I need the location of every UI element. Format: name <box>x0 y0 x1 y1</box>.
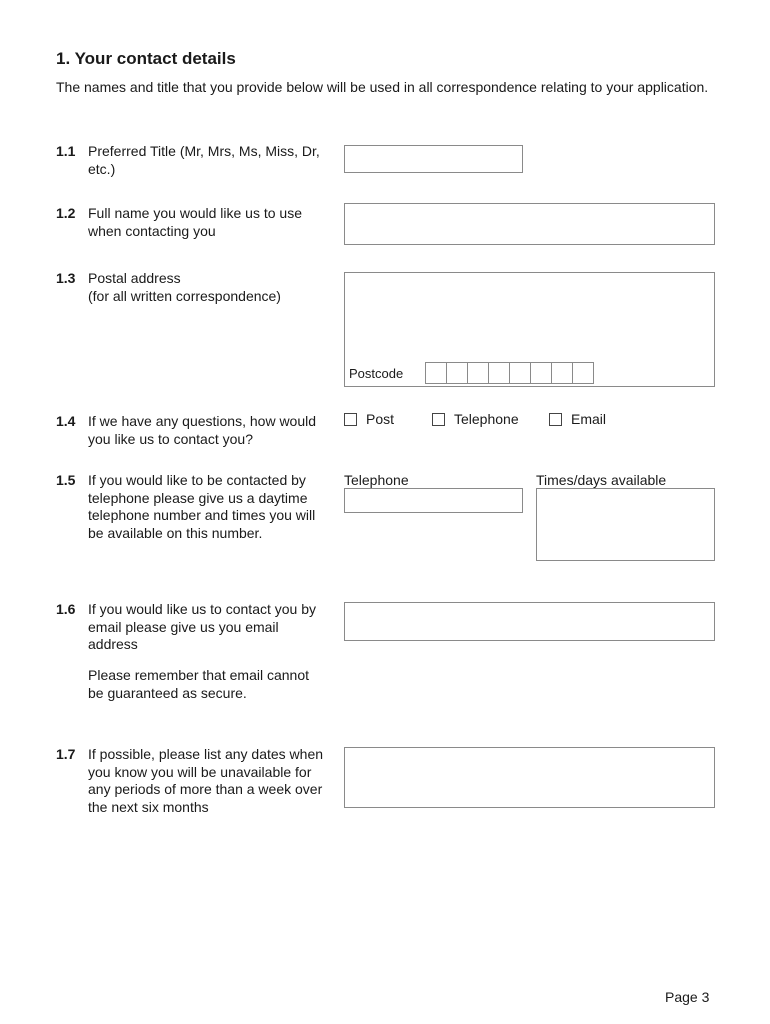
email-security-note: Please remember that email cannot be guaranteed as secure. <box>88 667 309 701</box>
question-number-1-3: 1.3 <box>56 270 76 286</box>
post-checkbox[interactable] <box>344 413 357 426</box>
email-checkbox[interactable] <box>549 413 562 426</box>
question-text-1-2: Full name you would like us to use when contacting you <box>88 205 302 239</box>
postcode-cell-7[interactable] <box>551 362 573 384</box>
question-number-1-5: 1.5 <box>56 472 76 488</box>
postcode-cell-1[interactable] <box>425 362 447 384</box>
postcode-cell-5[interactable] <box>509 362 531 384</box>
question-number-1-1: 1.1 <box>56 143 76 159</box>
postcode-cells <box>425 362 593 384</box>
option-email-label: Email <box>571 411 607 427</box>
postcode-cell-6[interactable] <box>530 362 552 384</box>
question-text-1-4: If we have any questions, how would you like us to contact you? <box>88 413 317 447</box>
postcode-cell-4[interactable] <box>488 362 510 384</box>
postcode-cell-8[interactable] <box>572 362 594 384</box>
telephone-label: Telephone <box>344 472 409 488</box>
question-text-1-3: Postal address (for all written correspondence) <box>88 270 281 304</box>
option-post[interactable] <box>344 411 394 429</box>
postcode-cell-3[interactable] <box>467 362 489 384</box>
section-heading: 1. Your contact details <box>56 49 236 68</box>
full-name-input[interactable] <box>344 203 715 245</box>
title-input[interactable] <box>344 145 523 173</box>
option-telephone[interactable] <box>432 411 519 429</box>
question-number-1-2: 1.2 <box>56 205 76 221</box>
intro-text: The names and title that you provide below will be used in all correspondence relating to your application. <box>56 79 709 95</box>
telephone-checkbox[interactable] <box>432 413 445 426</box>
times-available-input[interactable] <box>536 488 715 561</box>
question-number-1-4: 1.4 <box>56 413 76 429</box>
question-number-1-6: 1.6 <box>56 601 76 617</box>
telephone-input[interactable] <box>344 488 523 513</box>
postcode-cell-2[interactable] <box>446 362 468 384</box>
question-text-1-1: Preferred Title (Mr, Mrs, Ms, Miss, Dr, etc.) <box>88 143 320 177</box>
option-email[interactable] <box>549 411 606 429</box>
question-text-1-6: If you would like us to contact you by email please give us you email address <box>88 601 317 652</box>
postcode-label: Postcode <box>349 366 404 381</box>
question-text-1-5: If you would like to be contacted by telephone please give us a daytime telephone number and times you will be available on this number. <box>88 472 316 541</box>
question-number-1-7: 1.7 <box>56 746 76 762</box>
page-number: Page 3 <box>665 989 710 1005</box>
option-telephone-label: Telephone <box>454 411 519 427</box>
question-text-1-7: If possible, please list any dates when you know you will be unavailable for any periods of more than a week over the next six months <box>88 746 324 815</box>
unavailable-dates-input[interactable] <box>344 747 715 808</box>
email-input[interactable] <box>344 602 715 641</box>
times-available-label: Times/days available <box>536 472 667 488</box>
option-post-label: Post <box>366 411 395 427</box>
